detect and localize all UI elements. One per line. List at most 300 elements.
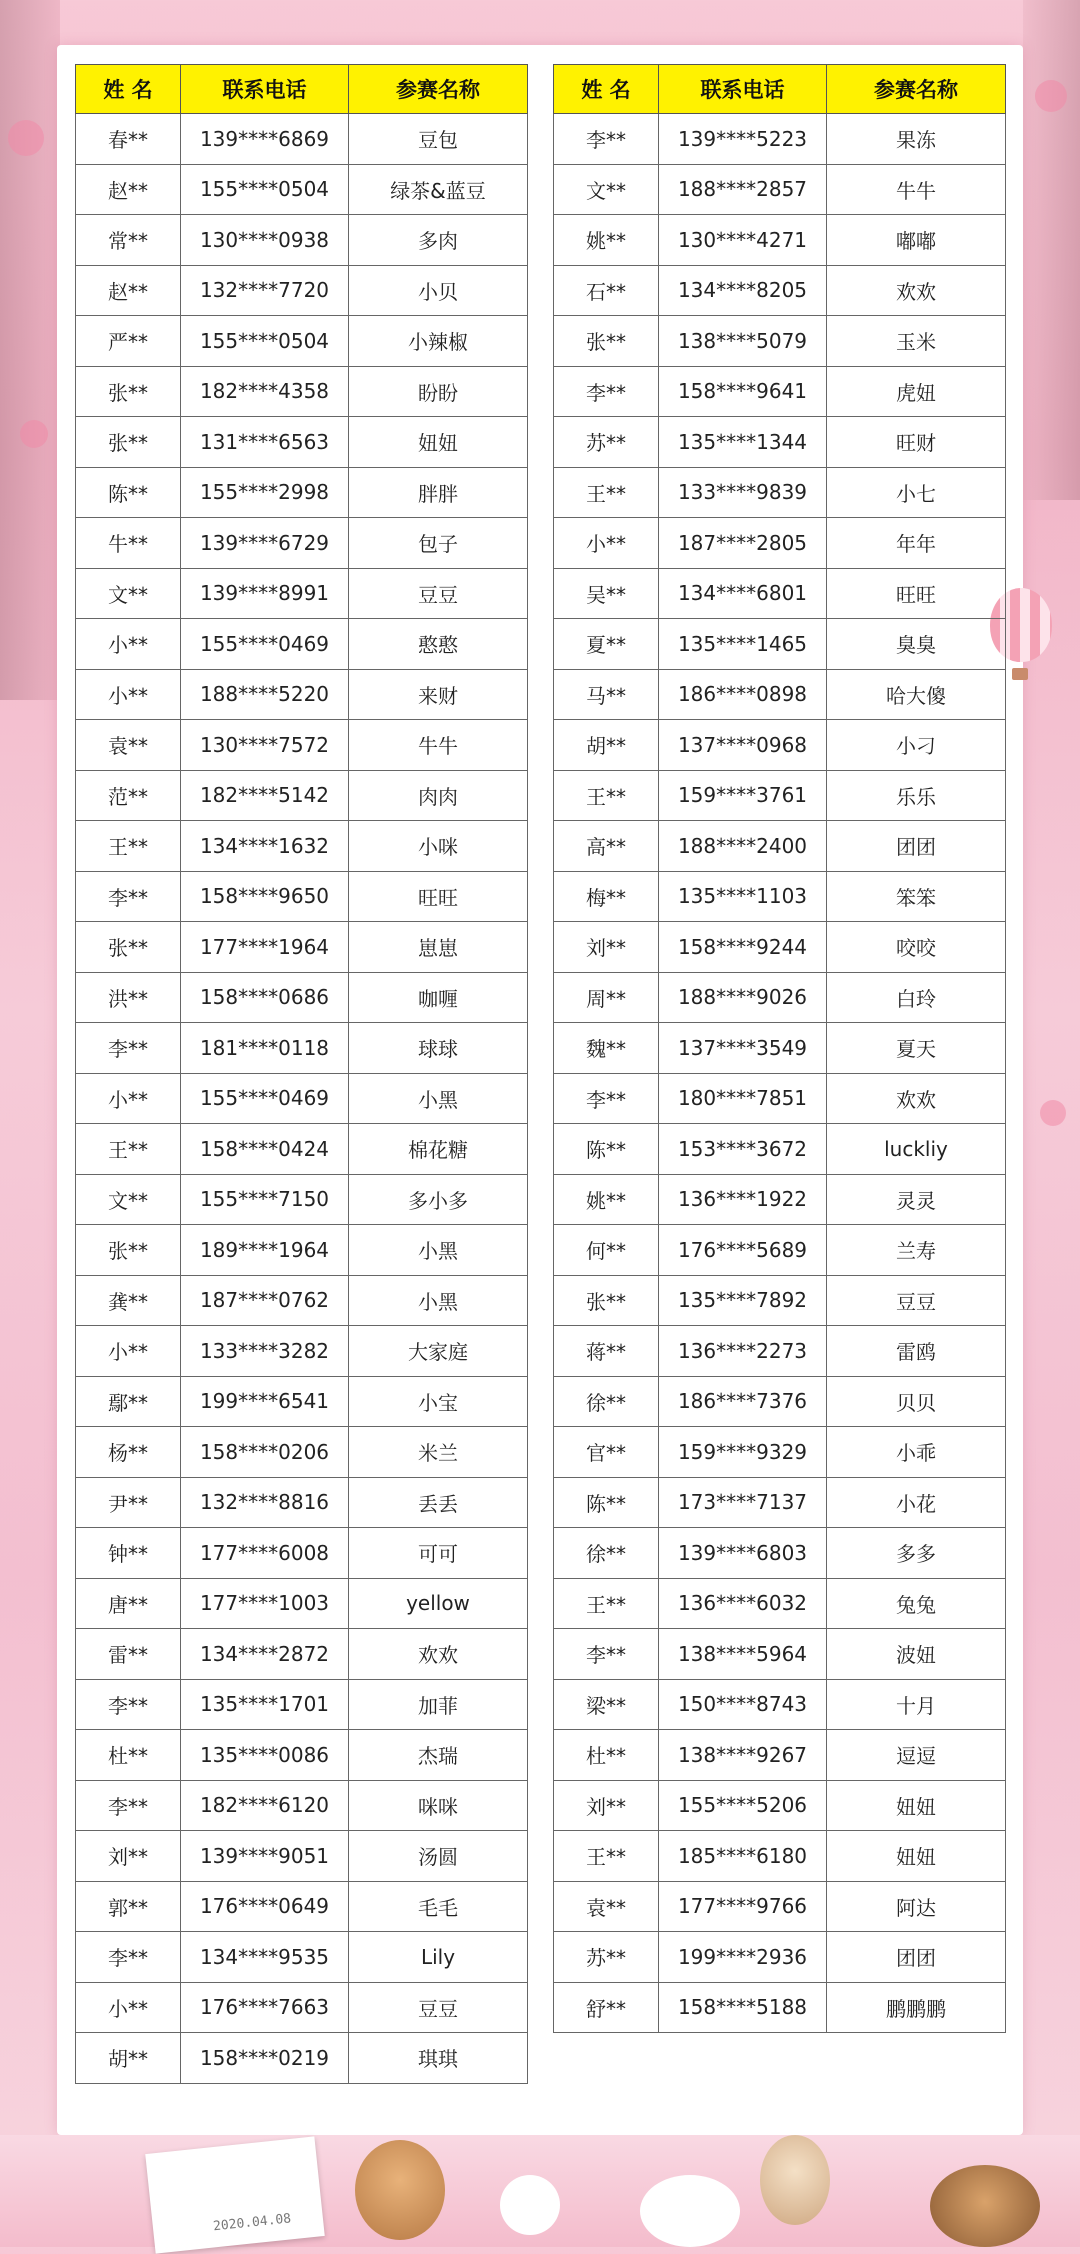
table-row [554, 1528, 1006, 1579]
cell-name: 杜** [554, 1730, 659, 1781]
cell-pet-name: 乐乐 [827, 770, 1006, 821]
cell-pet-name: 小七 [827, 467, 1006, 518]
table-row [554, 1578, 1006, 1629]
table-row [554, 871, 1006, 922]
cell-name: 尹** [76, 1477, 181, 1528]
table-row [554, 821, 1006, 872]
cell-pet-name: 团团 [827, 1932, 1006, 1983]
cell-pet-name: 小刁 [827, 720, 1006, 771]
cell-pet-name: 嘟嘟 [827, 215, 1006, 266]
cell-phone: 155****7150 [181, 1174, 349, 1225]
cell-pet-name: luckliy [827, 1124, 1006, 1175]
cell-phone: 130****0938 [181, 215, 349, 266]
cell-phone: 181****0118 [181, 1023, 349, 1074]
table-row [554, 770, 1006, 821]
cell-name: 张** [76, 366, 181, 417]
table-row [76, 1023, 528, 1074]
cell-phone: 182****6120 [181, 1780, 349, 1831]
table-row [76, 1275, 528, 1326]
cell-phone: 139****6803 [659, 1528, 827, 1579]
cell-name: 吴** [554, 568, 659, 619]
cell-pet-name: 妞妞 [827, 1780, 1006, 1831]
cell-phone: 188****5220 [181, 669, 349, 720]
cell-name: 张** [76, 1225, 181, 1276]
table-row [76, 215, 528, 266]
cell-phone: 180****7851 [659, 1073, 827, 1124]
cell-name: 徐** [554, 1376, 659, 1427]
cell-phone: 176****0649 [181, 1881, 349, 1932]
cell-phone: 158****0219 [181, 2033, 349, 2084]
cell-name: 胡** [76, 2033, 181, 2084]
cell-pet-name: 欢欢 [827, 1073, 1006, 1124]
cell-name: 梅** [554, 871, 659, 922]
cell-name: 钟** [76, 1528, 181, 1579]
cell-pet-name: 小花 [827, 1477, 1006, 1528]
table-row [554, 114, 1006, 165]
cell-name: 张** [554, 1275, 659, 1326]
table-row [554, 366, 1006, 417]
cell-name: 春** [76, 114, 181, 165]
cell-pet-name: 琪琪 [349, 2033, 528, 2084]
table-row [554, 1932, 1006, 1983]
cell-phone: 177****9766 [659, 1881, 827, 1932]
cell-name: 小** [76, 1073, 181, 1124]
cell-name: 郭** [76, 1881, 181, 1932]
table-row [76, 922, 528, 973]
cell-phone: 155****0469 [181, 619, 349, 670]
header-name: 姓 名 [76, 65, 181, 114]
cell-phone: 158****5188 [659, 1982, 827, 2033]
cell-name: 李** [76, 1932, 181, 1983]
cell-pet-name: 咪咪 [349, 1780, 528, 1831]
table-row [76, 770, 528, 821]
header-phone: 联系电话 [181, 65, 349, 114]
cell-pet-name: 肉肉 [349, 770, 528, 821]
cell-phone: 137****0968 [659, 720, 827, 771]
table-row [554, 215, 1006, 266]
cell-name: 官** [554, 1427, 659, 1478]
cell-pet-name: 欢欢 [827, 265, 1006, 316]
cell-pet-name: 小乖 [827, 1427, 1006, 1478]
cell-phone: 186****7376 [659, 1376, 827, 1427]
cell-pet-name: 臭臭 [827, 619, 1006, 670]
cell-name: 赵** [76, 164, 181, 215]
cell-name: 舒** [554, 1982, 659, 2033]
table-row [554, 1023, 1006, 1074]
cell-pet-name: 欢欢 [349, 1629, 528, 1680]
cell-name: 小** [76, 669, 181, 720]
cell-name: 魏** [554, 1023, 659, 1074]
cell-phone: 133****9839 [659, 467, 827, 518]
cell-pet-name: 包子 [349, 518, 528, 569]
cell-pet-name: 团团 [827, 821, 1006, 872]
cell-phone: 188****2857 [659, 164, 827, 215]
cell-pet-name: 旺旺 [349, 871, 528, 922]
cell-name: 小** [76, 1982, 181, 2033]
table-row [76, 821, 528, 872]
table-row [76, 265, 528, 316]
cell-name: 小** [554, 518, 659, 569]
cell-phone: 139****5223 [659, 114, 827, 165]
cell-phone: 158****0206 [181, 1427, 349, 1478]
table-row [554, 1679, 1006, 1730]
cell-name: 洪** [76, 972, 181, 1023]
cell-name: 姚** [554, 215, 659, 266]
table-row [76, 1932, 528, 1983]
cell-pet-name: 兔兔 [827, 1578, 1006, 1629]
table-row [554, 1831, 1006, 1882]
dog-icon [760, 2135, 830, 2225]
cell-phone: 139****6729 [181, 518, 349, 569]
cell-pet-name: 灵灵 [827, 1174, 1006, 1225]
cell-name: 龚** [76, 1275, 181, 1326]
cell-pet-name: 杰瑞 [349, 1730, 528, 1781]
cell-name: 唐** [76, 1578, 181, 1629]
cell-pet-name: 鹏鹏鹏 [827, 1982, 1006, 2033]
table-row [554, 972, 1006, 1023]
table-row [554, 467, 1006, 518]
cell-pet-name: 棉花糖 [349, 1124, 528, 1175]
table-row [554, 1982, 1006, 2033]
cell-phone: 135****1344 [659, 417, 827, 468]
cell-pet-name: 小黑 [349, 1275, 528, 1326]
table-row [76, 1376, 528, 1427]
cell-phone: 158****9244 [659, 922, 827, 973]
cell-phone: 185****6180 [659, 1831, 827, 1882]
table-row [76, 972, 528, 1023]
cell-phone: 139****6869 [181, 114, 349, 165]
cell-phone: 135****1701 [181, 1679, 349, 1730]
table-row [554, 1073, 1006, 1124]
cell-pet-name: 多多 [827, 1528, 1006, 1579]
cell-pet-name: 崽崽 [349, 922, 528, 973]
cell-phone: 176****7663 [181, 1982, 349, 2033]
cell-pet-name: 虎妞 [827, 366, 1006, 417]
cell-pet-name: 笨笨 [827, 871, 1006, 922]
cell-pet-name: 憨憨 [349, 619, 528, 670]
table-row [554, 1427, 1006, 1478]
cell-name: 王** [76, 821, 181, 872]
cell-phone: 187****2805 [659, 518, 827, 569]
table-row [76, 1326, 528, 1377]
cell-pet-name: 大家庭 [349, 1326, 528, 1377]
cell-name: 姚** [554, 1174, 659, 1225]
header-name: 姓 名 [554, 65, 659, 114]
cell-name: 徐** [554, 1528, 659, 1579]
table-row [76, 1679, 528, 1730]
table-row [554, 316, 1006, 367]
cell-name: 王** [554, 467, 659, 518]
cell-name: 鄢** [76, 1376, 181, 1427]
cell-name: 李** [554, 1629, 659, 1680]
table-row [76, 619, 528, 670]
cell-name: 李** [554, 114, 659, 165]
header-pet-name: 参赛名称 [827, 65, 1006, 114]
table-row [76, 1528, 528, 1579]
table-body-right [554, 114, 1006, 2033]
rabbit-icon [500, 2175, 560, 2235]
cell-name: 严** [76, 316, 181, 367]
cell-phone: 177****1003 [181, 1578, 349, 1629]
cell-name: 杜** [76, 1730, 181, 1781]
cell-name: 李** [76, 1023, 181, 1074]
cell-name: 王** [554, 1578, 659, 1629]
cell-pet-name: 豆豆 [827, 1275, 1006, 1326]
cell-name: 苏** [554, 1932, 659, 1983]
table-row [554, 1174, 1006, 1225]
table-row [554, 518, 1006, 569]
cell-name: 李** [76, 871, 181, 922]
cell-pet-name: 毛毛 [349, 1881, 528, 1932]
cell-phone: 155****2998 [181, 467, 349, 518]
cell-phone: 158****0686 [181, 972, 349, 1023]
cell-phone: 150****8743 [659, 1679, 827, 1730]
cell-name: 陈** [76, 467, 181, 518]
table-header-row [554, 65, 1006, 114]
cell-pet-name: 白玲 [827, 972, 1006, 1023]
cell-pet-name: 小黑 [349, 1225, 528, 1276]
cell-pet-name: 旺财 [827, 417, 1006, 468]
cell-name: 蒋** [554, 1326, 659, 1377]
cell-pet-name: 果冻 [827, 114, 1006, 165]
cell-phone: 134****9535 [181, 1932, 349, 1983]
table-header-row [76, 65, 528, 114]
cell-pet-name: 胖胖 [349, 467, 528, 518]
table-row [76, 1578, 528, 1629]
cell-name: 梁** [554, 1679, 659, 1730]
table-row [76, 417, 528, 468]
cell-name: 李** [554, 366, 659, 417]
table-row [76, 1124, 528, 1175]
cell-pet-name: 可可 [349, 1528, 528, 1579]
cell-pet-name: 年年 [827, 518, 1006, 569]
cell-phone: 131****6563 [181, 417, 349, 468]
table-row [76, 1831, 528, 1882]
cell-name: 刘** [554, 922, 659, 973]
cell-pet-name: 咬咬 [827, 922, 1006, 973]
cell-phone: 155****0504 [181, 316, 349, 367]
cell-phone: 138****5964 [659, 1629, 827, 1680]
header-phone: 联系电话 [659, 65, 827, 114]
cell-pet-name: 豆豆 [349, 1982, 528, 2033]
cell-name: 李** [554, 1073, 659, 1124]
table-row [554, 922, 1006, 973]
cell-pet-name: 绿茶&蓝豆 [349, 164, 528, 215]
cell-name: 袁** [76, 720, 181, 771]
participants-table-right [553, 64, 1006, 2033]
cell-pet-name: 逗逗 [827, 1730, 1006, 1781]
cell-pet-name: 丢丢 [349, 1477, 528, 1528]
cell-phone: 135****1103 [659, 871, 827, 922]
cell-name: 文** [76, 568, 181, 619]
table-row [76, 1780, 528, 1831]
cell-phone: 132****8816 [181, 1477, 349, 1528]
table-row [76, 1982, 528, 2033]
cell-pet-name: 贝贝 [827, 1376, 1006, 1427]
cell-phone: 136****1922 [659, 1174, 827, 1225]
cell-name: 赵** [76, 265, 181, 316]
table-row [554, 1124, 1006, 1175]
table-row [554, 1780, 1006, 1831]
table-row [554, 265, 1006, 316]
cell-phone: 177****6008 [181, 1528, 349, 1579]
photo-frame [145, 2136, 325, 2253]
cell-pet-name: 牛牛 [827, 164, 1006, 215]
cell-phone: 137****3549 [659, 1023, 827, 1074]
cell-name: 李** [76, 1780, 181, 1831]
cell-name: 张** [76, 922, 181, 973]
cell-name: 夏** [554, 619, 659, 670]
cell-phone: 186****0898 [659, 669, 827, 720]
cell-phone: 134****1632 [181, 821, 349, 872]
cell-phone: 188****9026 [659, 972, 827, 1023]
cat-icon [930, 2165, 1040, 2247]
cell-pet-name: 阿达 [827, 1881, 1006, 1932]
table-body-left [76, 114, 528, 2084]
cell-phone: 153****3672 [659, 1124, 827, 1175]
cell-pet-name: 旺旺 [827, 568, 1006, 619]
cell-phone: 135****0086 [181, 1730, 349, 1781]
cell-name: 雷** [76, 1629, 181, 1680]
cell-phone: 134****2872 [181, 1629, 349, 1680]
cell-pet-name: 汤圆 [349, 1831, 528, 1882]
table-row [554, 1275, 1006, 1326]
cell-phone: 159****3761 [659, 770, 827, 821]
participants-table-left [75, 64, 528, 2084]
cell-phone: 173****7137 [659, 1477, 827, 1528]
cell-phone: 155****0469 [181, 1073, 349, 1124]
table-row [554, 1326, 1006, 1377]
cell-phone: 176****5689 [659, 1225, 827, 1276]
cell-name: 小** [76, 1326, 181, 1377]
cell-name: 小** [76, 619, 181, 670]
blossom [8, 120, 44, 156]
cell-name: 袁** [554, 1881, 659, 1932]
cell-phone: 199****2936 [659, 1932, 827, 1983]
cell-pet-name: 多肉 [349, 215, 528, 266]
table-row [554, 1376, 1006, 1427]
cell-name: 何** [554, 1225, 659, 1276]
cell-name: 杨** [76, 1427, 181, 1478]
photo-date: 2020.04.08 [212, 2211, 292, 2235]
cell-phone: 158****0424 [181, 1124, 349, 1175]
table-row [554, 720, 1006, 771]
cell-pet-name: 小辣椒 [349, 316, 528, 367]
blossom [20, 420, 48, 448]
dog-icon [640, 2175, 740, 2247]
cell-phone: 158****9650 [181, 871, 349, 922]
table-row [554, 1477, 1006, 1528]
cell-phone: 135****1465 [659, 619, 827, 670]
table-row [554, 1225, 1006, 1276]
cell-pet-name: 雷鸥 [827, 1326, 1006, 1377]
table-row [76, 467, 528, 518]
table-row [76, 1073, 528, 1124]
blossom [1040, 1100, 1066, 1126]
cell-name: 石** [554, 265, 659, 316]
cell-pet-name: 哈大傻 [827, 669, 1006, 720]
cell-phone: 188****2400 [659, 821, 827, 872]
table-row [554, 1730, 1006, 1781]
cell-pet-name: Lily [349, 1932, 528, 1983]
cell-name: 周** [554, 972, 659, 1023]
table-row [76, 1477, 528, 1528]
table-row [76, 114, 528, 165]
table-row [76, 871, 528, 922]
cell-phone: 187****0762 [181, 1275, 349, 1326]
table-row [76, 1427, 528, 1478]
cell-phone: 130****4271 [659, 215, 827, 266]
table-row [76, 518, 528, 569]
header-pet-name: 参赛名称 [349, 65, 528, 114]
table-row [76, 1881, 528, 1932]
table-row [76, 164, 528, 215]
cell-pet-name: 米兰 [349, 1427, 528, 1478]
cell-pet-name: 妞妞 [349, 417, 528, 468]
cell-pet-name: 多小多 [349, 1174, 528, 1225]
cell-phone: 182****5142 [181, 770, 349, 821]
table-row [76, 1730, 528, 1781]
table-row [76, 720, 528, 771]
cell-phone: 159****9329 [659, 1427, 827, 1478]
cell-name: 文** [554, 164, 659, 215]
cell-phone: 132****7720 [181, 265, 349, 316]
cell-pet-name: 盼盼 [349, 366, 528, 417]
cell-pet-name: 妞妞 [827, 1831, 1006, 1882]
cell-pet-name: 咖喱 [349, 972, 528, 1023]
table-row [554, 669, 1006, 720]
table-row [76, 316, 528, 367]
cell-phone: 135****7892 [659, 1275, 827, 1326]
cell-name: 范** [76, 770, 181, 821]
cell-name: 李** [76, 1679, 181, 1730]
cell-pet-name: 十月 [827, 1679, 1006, 1730]
cell-phone: 139****9051 [181, 1831, 349, 1882]
cell-pet-name: 夏天 [827, 1023, 1006, 1074]
cell-name: 王** [76, 1124, 181, 1175]
table-row [76, 1629, 528, 1680]
cell-name: 王** [554, 1831, 659, 1882]
cell-phone: 136****2273 [659, 1326, 827, 1377]
cell-pet-name: 来财 [349, 669, 528, 720]
cell-pet-name: 加菲 [349, 1679, 528, 1730]
cell-name: 张** [554, 316, 659, 367]
table-row [554, 619, 1006, 670]
cell-phone: 155****5206 [659, 1780, 827, 1831]
cell-phone: 139****8991 [181, 568, 349, 619]
cell-pet-name: 豆包 [349, 114, 528, 165]
cell-pet-name: 玉米 [827, 316, 1006, 367]
table-row [554, 568, 1006, 619]
cell-pet-name: 球球 [349, 1023, 528, 1074]
cell-pet-name: yellow [349, 1578, 528, 1629]
table-row [76, 1225, 528, 1276]
background-tree-right [1023, 0, 1080, 500]
cell-phone: 199****6541 [181, 1376, 349, 1427]
cell-pet-name: 牛牛 [349, 720, 528, 771]
cell-phone: 133****3282 [181, 1326, 349, 1377]
table-row [76, 568, 528, 619]
cell-name: 刘** [76, 1831, 181, 1882]
cell-name: 马** [554, 669, 659, 720]
table-row [76, 366, 528, 417]
table-row [76, 669, 528, 720]
cell-name: 王** [554, 770, 659, 821]
cell-phone: 155****0504 [181, 164, 349, 215]
cell-name: 牛** [76, 518, 181, 569]
cell-phone: 138****9267 [659, 1730, 827, 1781]
cell-pet-name: 小黑 [349, 1073, 528, 1124]
